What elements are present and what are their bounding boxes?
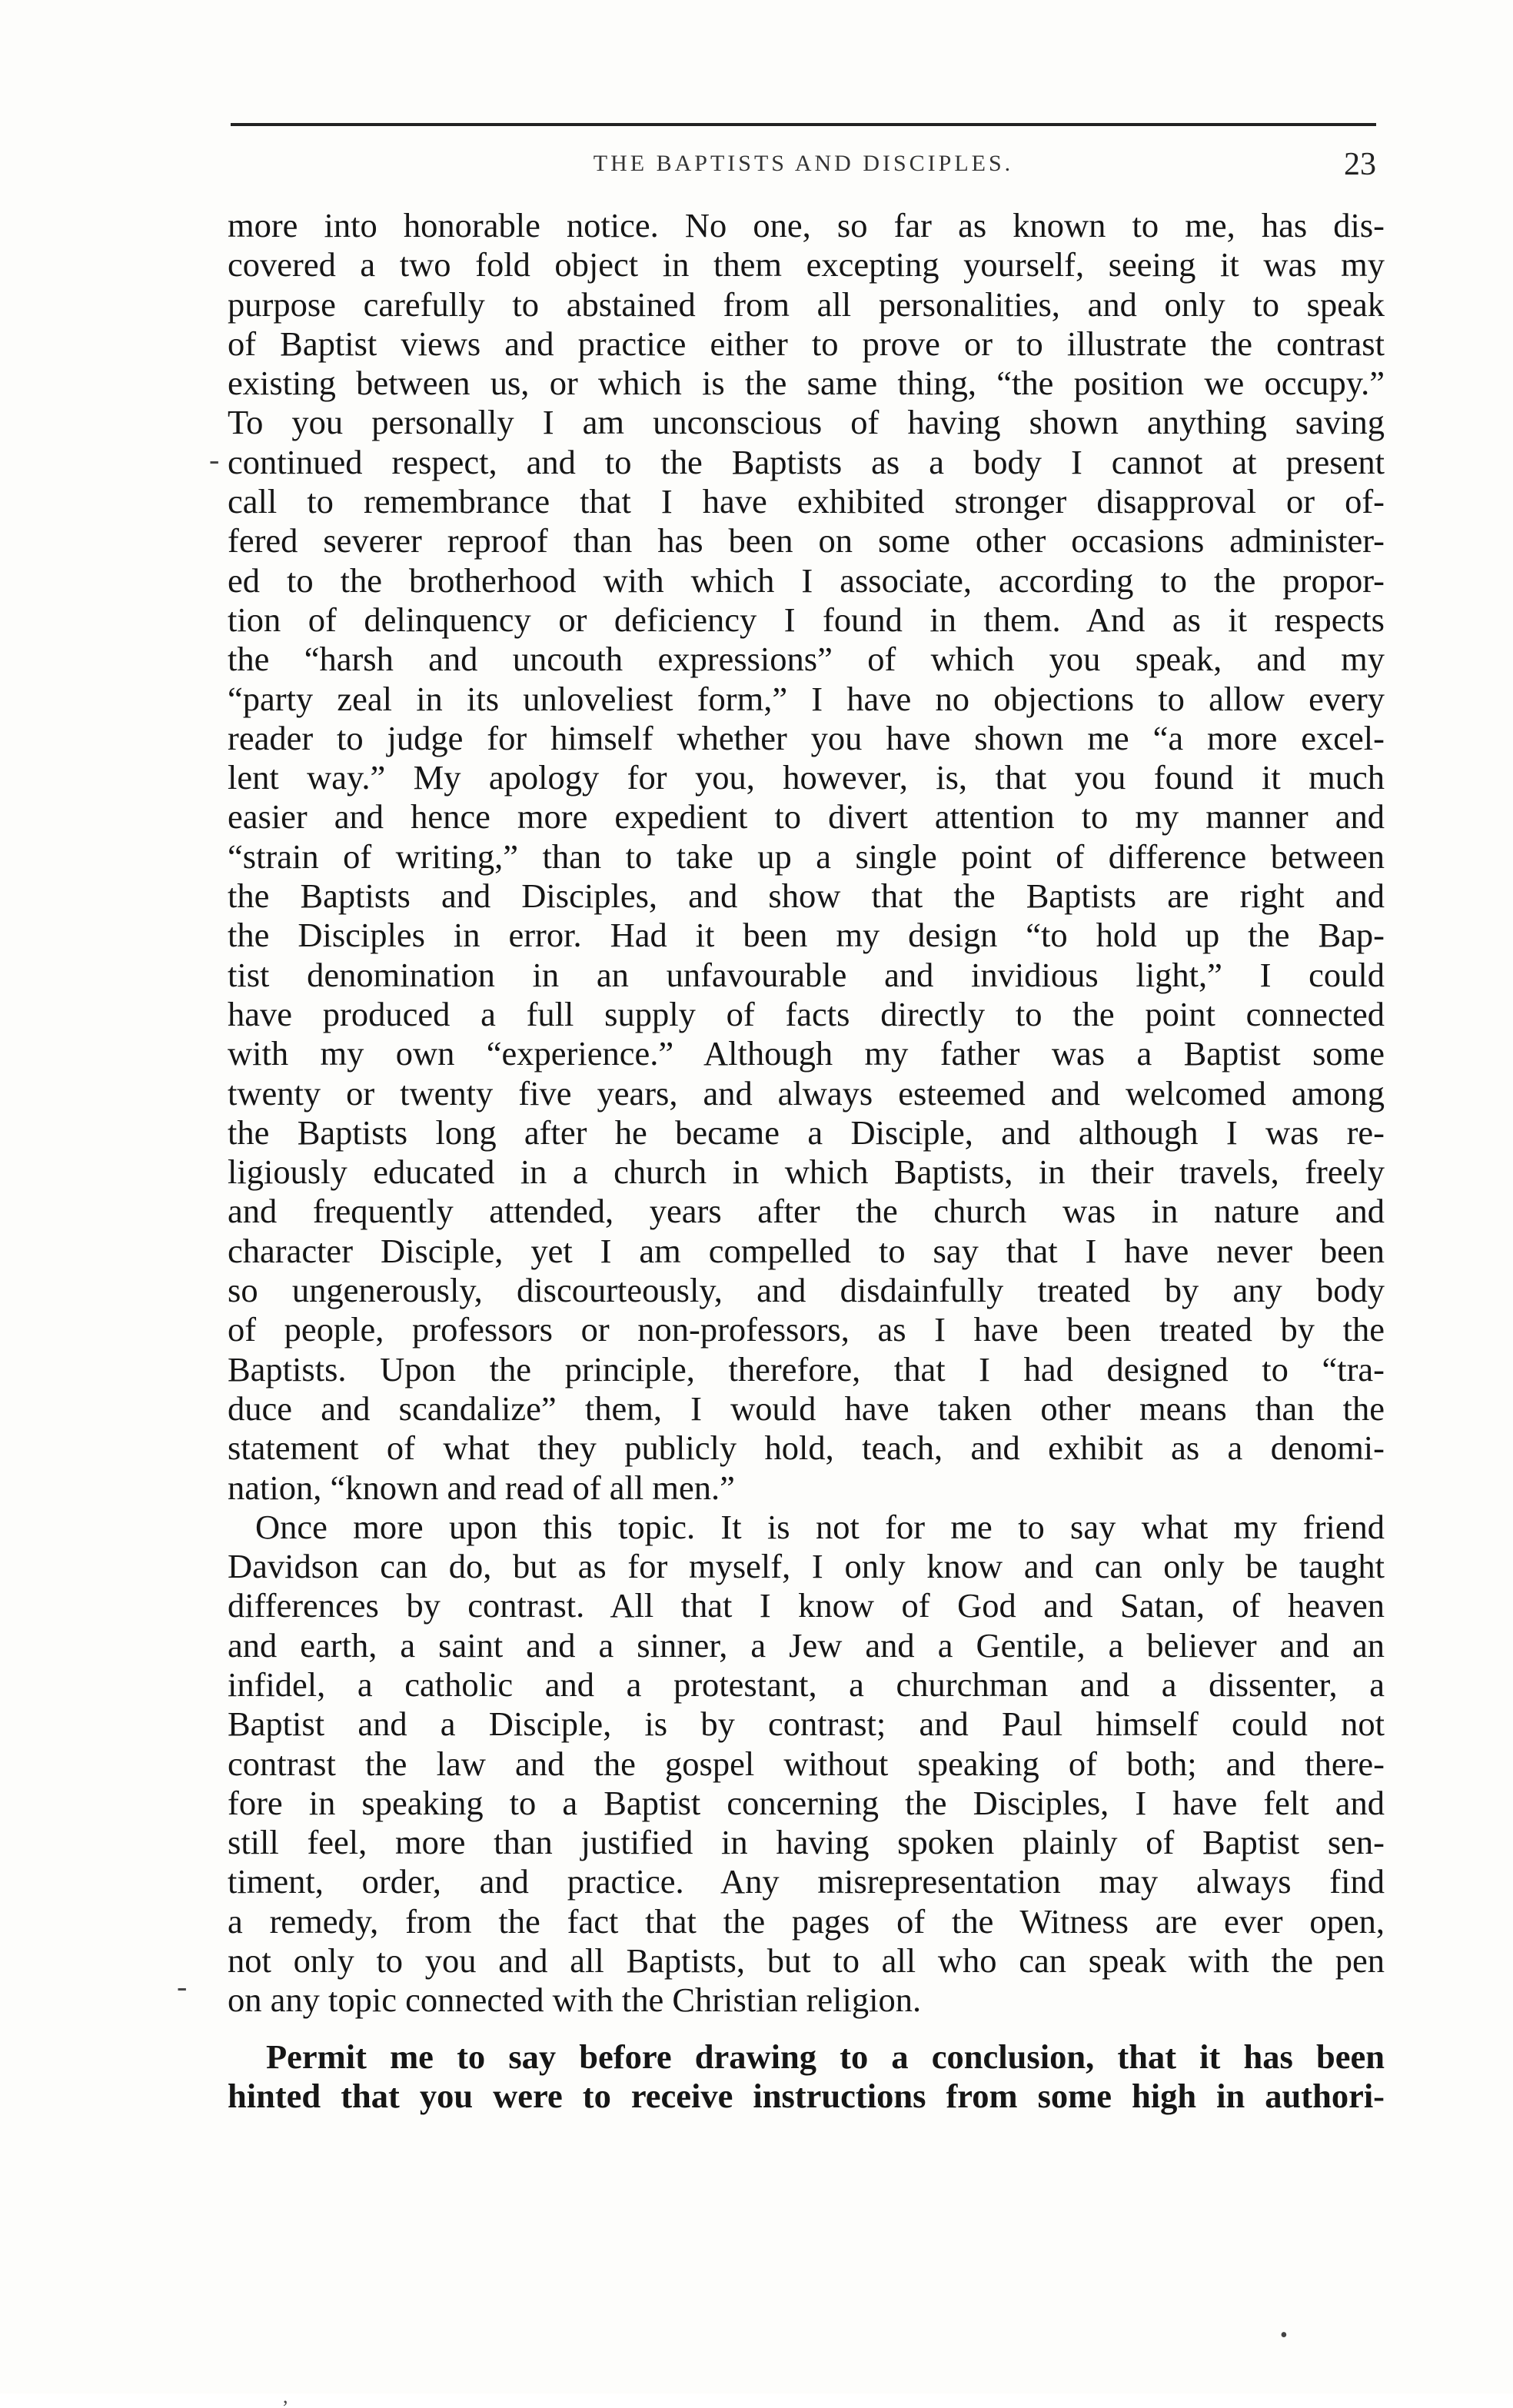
text-line: tist denomination in an unfavourable and invidious light,” I could xyxy=(228,955,1385,994)
text-line: infidel, a catholic and a protestant, a churchman and a dissenter, a xyxy=(228,1665,1385,1704)
text-line: more into honorable notice. No one, so far as known to me, has dis- xyxy=(228,206,1385,244)
paragraph-2 xyxy=(228,1508,1385,2021)
text-line: purpose carefully to abstained from all personalities, and only to speak xyxy=(228,284,1385,324)
page-number: 23 xyxy=(1344,147,1376,182)
text-line: contrast the law and the gospel without speaking of both; and there- xyxy=(228,1744,1385,1783)
text-line: ligiously educated in a church in which Baptists, in their travels, freely xyxy=(228,1152,1385,1192)
text-line: on any topic connected with the Christian religion. xyxy=(228,1981,922,2020)
text-line: reader to judge for himself whether you have shown me “a more excel- xyxy=(228,718,1385,757)
margin-mark: , xyxy=(283,2385,288,2407)
text-line: Baptist and a Disciple, is by contrast; and Paul himself could not xyxy=(228,1705,1385,1744)
text-line: have produced a full supply of facts directly to the point connected xyxy=(228,994,1385,1033)
page-header xyxy=(231,147,1376,189)
text-line: hinted that you were to receive instructions from some high in authori- xyxy=(228,2076,1385,2115)
text-line: so ungenerously, discourteously, and disdainfully treated by any body xyxy=(228,1271,1385,1310)
text-line: timent, order, and practice. Any misrepresentation may always find xyxy=(228,1862,1385,1901)
text-line: the Baptists long after he became a Disciple, and although I was re- xyxy=(228,1113,1385,1152)
text-line: Permit me to say before drawing to a conclusion, that it has been xyxy=(266,2037,1385,2076)
text-line: lent way.” My apology for you, however, is, that you found it much xyxy=(228,758,1385,797)
text-line: “party zeal in its unloveliest form,” I have no objections to allow every xyxy=(228,679,1385,718)
text-line: and earth, a saint and a sinner, a Jew and a Gentile, a believer and an xyxy=(228,1625,1385,1665)
text-line: of Baptist views and practice either to prove or to illustrate the contrast xyxy=(228,324,1385,363)
text-line: the “harsh and uncouth expressions” of which you speak, and my xyxy=(228,640,1385,679)
text-line: the Disciples in error. Had it been my design “to hold up the Bap- xyxy=(228,916,1385,955)
text-line: the Baptists and Disciples, and show that the Baptists are right and xyxy=(228,876,1385,916)
text-line: fore in speaking to a Baptist concerning the Disciples, I have felt and xyxy=(228,1783,1385,1822)
text-line: To you personally I am unconscious of having shown anything saving xyxy=(228,403,1385,442)
text-line: and frequently attended, years after the church was in nature and xyxy=(228,1192,1385,1231)
text-line: covered a two fold object in them excepting yourself, seeing it was my xyxy=(228,245,1385,284)
text-line: Baptists. Upon the principle, therefore, that I had designed to “tra- xyxy=(228,1349,1385,1389)
text-line: easier and hence more expedient to divert attention to my manner and xyxy=(228,797,1385,836)
paragraph-1 xyxy=(228,206,1385,1508)
margin-mark: - xyxy=(177,1969,188,2004)
text-line: still feel, more than justified in having spoken plainly of Baptist sen- xyxy=(228,1823,1385,1862)
text-line: twenty or twenty five years, and always esteemed and welcomed among xyxy=(228,1073,1385,1113)
text-line: character Disciple, yet I am compelled to say that I have never been xyxy=(228,1231,1385,1270)
body-text xyxy=(228,206,1385,2116)
text-line: a remedy, from the fact that the pages of the Witness are ever open, xyxy=(228,1901,1385,1941)
text-line: existing between us, or which is the same thing, “the position we occupy.” xyxy=(228,364,1385,403)
text-line: with my own “experience.” Although my father was a Baptist some xyxy=(228,1034,1385,1073)
text-line: fered severer reproof than has been on some other occasions administer- xyxy=(228,521,1385,560)
paragraph-3 xyxy=(228,2037,1385,2117)
text-line: of people, professors or non-professors, as I have been treated by the xyxy=(228,1310,1385,1349)
text-line: Davidson can do, but as for myself, I only know and can only be taught xyxy=(228,1547,1385,1586)
text-line: continued respect, and to the Baptists as a body I cannot at present xyxy=(228,442,1385,481)
running-head: THE BAPTISTS AND DISCIPLES. xyxy=(593,151,1014,176)
text-line: statement of what they publicly hold, teach, and exhibit as a denomi- xyxy=(228,1429,1385,1468)
text-line: call to remembrance that I have exhibited stronger disapproval or of- xyxy=(228,482,1385,521)
text-line: tion of delinquency or deficiency I found in them. And as it respects xyxy=(228,600,1385,639)
text-line: Once more upon this topic. It is not for me to say what my friend xyxy=(255,1507,1385,1546)
text-line: ed to the brotherhood with which I associate, according to the propor- xyxy=(228,560,1385,600)
margin-mark: - xyxy=(209,442,220,477)
text-line: duce and scandalize” them, I would have taken other means than the xyxy=(228,1389,1385,1428)
margin-mark: • xyxy=(1280,2323,1288,2347)
text-line: not only to you and all Baptists, but to all who can speak with the pen xyxy=(228,1941,1385,1981)
text-line: “strain of writing,” than to take up a single point of difference between xyxy=(228,836,1385,876)
text-line: differences by contrast. All that I know of God and Satan, of heaven xyxy=(228,1586,1385,1625)
top-rule xyxy=(231,123,1376,126)
text-line: nation, “known and read of all men.” xyxy=(228,1468,735,1507)
